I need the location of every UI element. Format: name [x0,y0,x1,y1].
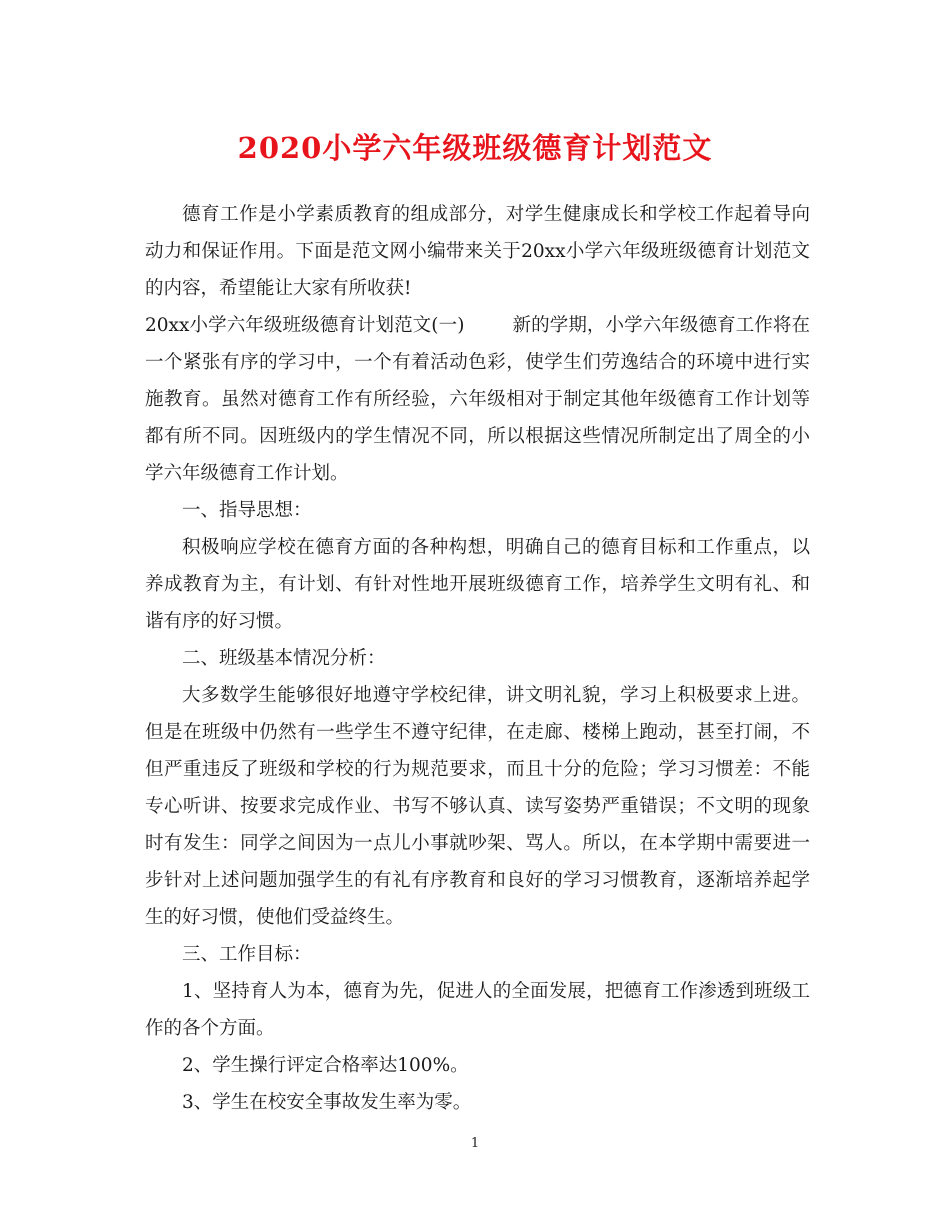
heading-guiding-ideology: 一、指导思想： [182,500,312,521]
heading-work-goals: 三、工作目标： [182,944,312,965]
paragraph-guiding-ideology: 积极响应学校在德育方面的各种构想，明确自己的德育目标和工作重点，以养成教育为主，有计划、有针对性地开展班级德育工作，培养学生文明有礼、和谐有序的好习惯。 [145,537,810,632]
section-first-text: 新的学期，小学六年级德育工作将在一个紧张有序的学习中，一个有着活动色彩，使学生们劳逸结合的环境中进行实施教育。虽然对德育工作有所经验，六年级相对于制定其他年级德育工作计划等都有所不同。因班级内的学生情况不同，所以根据这些情况所制定出了周全的小学六年级德育工作计划。 [145,315,810,484]
heading-class-analysis: 二、班级基本情况分析： [182,648,386,669]
document-title: 2020小学六年级班级德育计划范文 [237,131,713,165]
section-heading: 20xx小学六年级班级德育计划范文(一) [145,315,465,336]
goal-item: 3、学生在校安全事故发生率为零。 [182,1092,472,1113]
intro-paragraph: 德育工作是小学素质教育的组成部分，对学生健康成长和学校工作起着导向动力和保证作用。下面是范文网小编带来关于20xx小学六年级班级德育计划范文的内容，希望能让大家有所收获! [145,204,810,299]
goal-item: 2、学生操行评定合格率达100%。 [182,1055,469,1076]
paragraph-class-analysis: 大多数学生能够很好地遵守学校纪律，讲文明礼貌，学习上积极要求上进。但是在班级中仍然有一些学生不遵守纪律，在走廊、楼梯上跑动，甚至打闹，不但严重违反了班级和学校的行为规范要求，而且十分的危险；学习习惯差：不能专心听讲、按要求完成作业、书写不够认真、读写姿势严重错误；不文明的现象时有发生：同学之间因为一点儿小事就吵架、骂人。所以，在本学期中需要进一步针对上述问题加强学生的有礼有序教育和良好的学习习惯教育，逐渐培养起学生的好习惯，使他们受益终生。 [145,685,810,928]
section-first-paragraph [145,307,810,492]
goal-item: 1、坚持育人为本，德育为先，促进人的全面发展，把德育工作渗透到班级工作的各个方面。 [145,981,810,1039]
page-number: 1 [470,1136,480,1151]
document-body [145,196,810,1121]
